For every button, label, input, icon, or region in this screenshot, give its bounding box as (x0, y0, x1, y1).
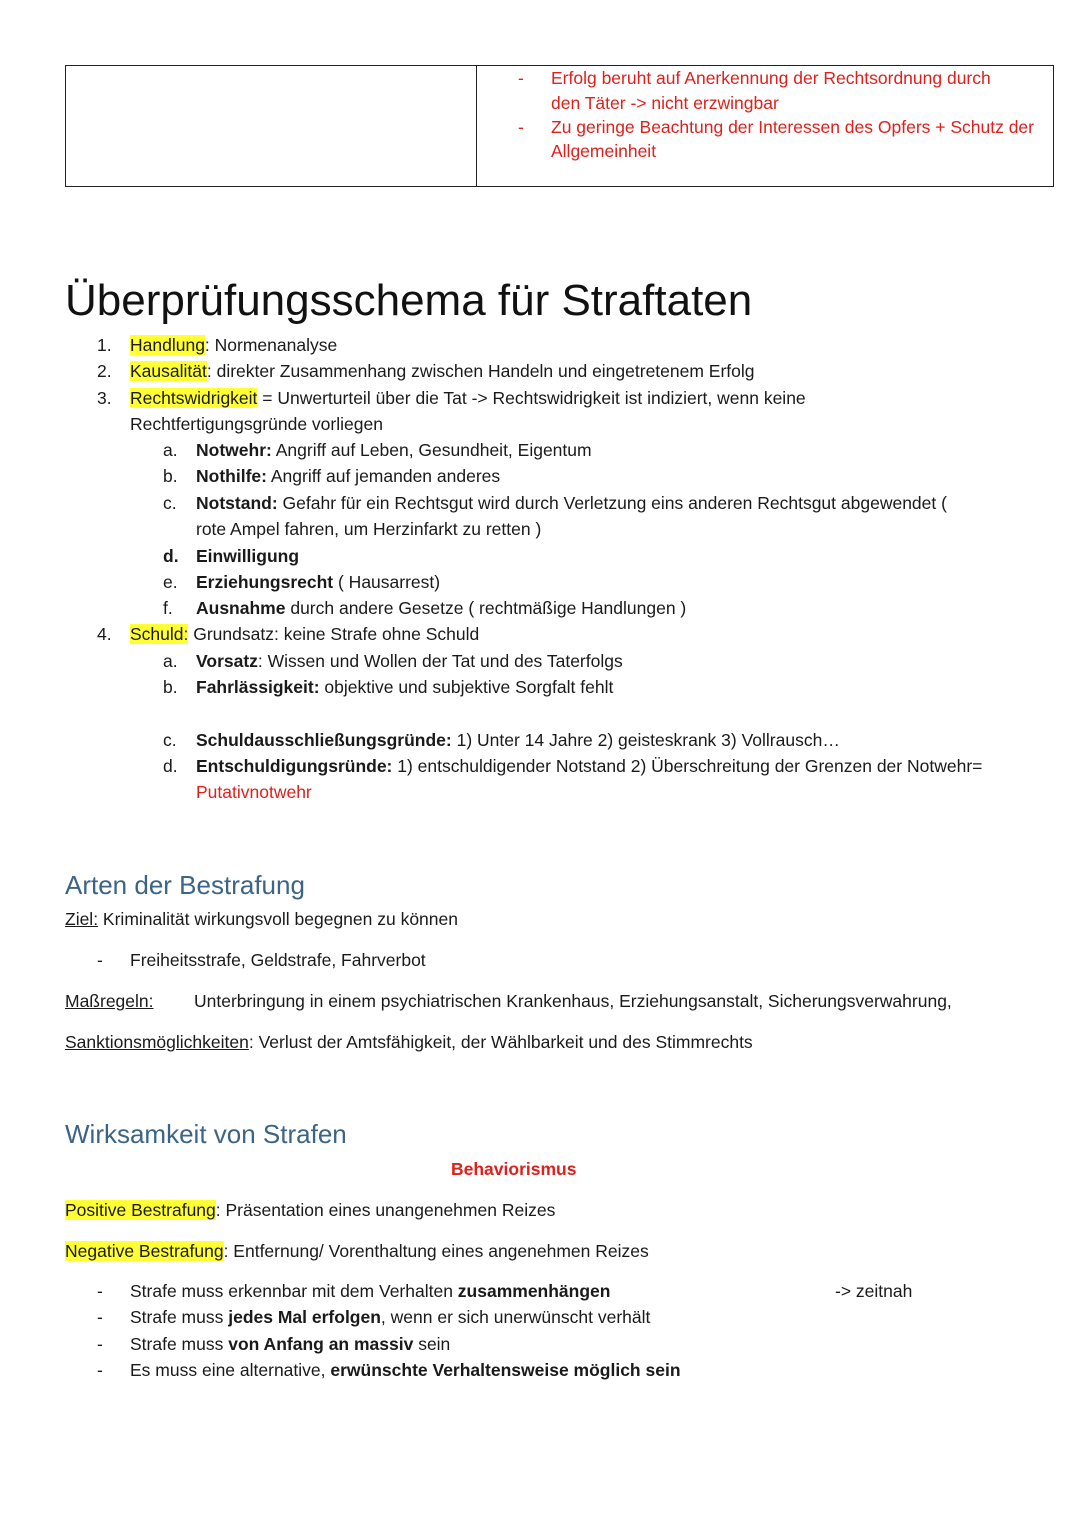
table-item-1: Erfolg beruht auf Anerkennung der Rechtsordnung durch (551, 68, 991, 88)
list-item: Schuld: Grundsatz: keine Strafe ohne Schuld (130, 624, 480, 644)
sub-item: Erziehungsrecht ( Hausarrest) (196, 572, 441, 592)
page-title: Überprüfungsschema für Straftaten (65, 276, 753, 325)
table-item-1b: den Täter -> nicht erzwingbar (551, 93, 779, 113)
sub-letter: f. (163, 598, 173, 618)
positive-bestrafung: Positive Bestrafung: Präsentation eines unangenehmen Reizes (65, 1200, 556, 1220)
sub-letter: b. (163, 466, 178, 486)
sub-letter: a. (163, 651, 178, 671)
massregeln-label: Maßregeln: (65, 991, 154, 1011)
bullet-item: Strafe muss jedes Mal erfolgen, wenn er sich unerwünscht verhält (130, 1307, 651, 1327)
behaviorismus-label: Behaviorismus (451, 1159, 577, 1179)
sub-letter: a. (163, 440, 178, 460)
bullet-dash: - (97, 1334, 103, 1354)
goal-line: Ziel: Kriminalität wirkungsvoll begegnen zu können (65, 909, 458, 929)
sub-item: Fahrlässigkeit: objektive und subjektive Sorgfalt fehlt (196, 677, 614, 697)
bullet-dash: - (97, 1307, 103, 1327)
sub-item: Notstand: Gefahr für ein Rechtsgut wird durch Verletzung eins anderen Rechtsgut abgewendet ( (196, 493, 947, 513)
bullet-note: -> zeitnah (835, 1281, 913, 1301)
sub-item: Notwehr: Angriff auf Leben, Gesundheit, Eigentum (196, 440, 592, 460)
section-heading-arten: Arten der Bestrafung (65, 870, 305, 900)
bullet-item: Es muss eine alternative, erwünschte Verhaltensweise möglich sein (130, 1360, 681, 1380)
sub-item: Ausnahme durch andere Gesetze ( rechtmäßige Handlungen ) (196, 598, 687, 618)
sub-letter: d. (163, 756, 178, 776)
sub-item: Einwilligung (196, 546, 300, 566)
bullet-item: Strafe muss von Anfang an massiv sein (130, 1334, 451, 1354)
sub-item: Vorsatz: Wissen und Wollen der Tat und des Taterfolgs (196, 651, 623, 671)
bullet-dash: - (97, 1360, 103, 1380)
list-item-continued: Rechtfertigungsgründe vorliegen (130, 414, 383, 434)
list-number: 3. (97, 388, 112, 408)
sub-item: Nothilfe: Angriff auf jemanden anderes (196, 466, 501, 486)
sub-letter: e. (163, 572, 178, 592)
table-item-2: Zu geringe Beachtung der Interessen des Opfers + Schutz der (551, 117, 1034, 137)
list-item: Rechtswidrigkeit = Unwerturteil über die Tat -> Rechtswidrigkeit ist indiziert, wenn keine (130, 388, 806, 408)
bullet-dash: - (97, 950, 103, 970)
bullet-dash: - (97, 1281, 103, 1301)
massregeln-text: Unterbringung in einem psychiatrischen Krankenhaus, Erziehungsanstalt, Sicherungsverwahrung, (194, 991, 952, 1011)
table-dash: - (518, 117, 524, 137)
list-item: Kausalität: direkter Zusammenhang zwischen Handeln und eingetretenem Erfolg (130, 361, 755, 381)
sub-item: Schuldausschließungsgründe: 1) Unter 14 Jahre 2) geisteskrank 3) Vollrausch… (196, 730, 840, 750)
sub-item: Entschuldigungsründe: 1) entschuldigender Notstand 2) Überschreitung der Grenzen der Notwehr= (196, 756, 983, 776)
list-number: 1. (97, 335, 112, 355)
sub-letter: c. (163, 730, 177, 750)
table-item-2b: Allgemeinheit (551, 141, 657, 161)
negative-bestrafung: Negative Bestrafung: Entfernung/ Vorenthaltung eines angenehmen Reizes (65, 1241, 649, 1261)
bullet-item: Freiheitsstrafe, Geldstrafe, Fahrverbot (130, 950, 426, 970)
list-item: Handlung: Normenanalyse (130, 335, 338, 355)
table-divider (476, 66, 477, 186)
bullet-item: Strafe muss erkennbar mit dem Verhalten zusammenhängen (130, 1281, 611, 1301)
sub-letter: b. (163, 677, 178, 697)
list-number: 2. (97, 361, 112, 381)
sub-letter: d. (163, 546, 179, 566)
sanktionen-line: Sanktionsmöglichkeiten: Verlust der Amtsfähigkeit, der Wählbarkeit und des Stimmrechts (65, 1032, 753, 1052)
section-heading-wirksamkeit: Wirksamkeit von Strafen (65, 1119, 347, 1149)
sub-item-continued: rote Ampel fahren, um Herzinfarkt zu retten ) (196, 519, 542, 539)
sub-item-continued: Putativnotwehr (196, 782, 312, 802)
list-number: 4. (97, 624, 112, 644)
table-dash: - (518, 68, 524, 88)
sub-letter: c. (163, 493, 177, 513)
